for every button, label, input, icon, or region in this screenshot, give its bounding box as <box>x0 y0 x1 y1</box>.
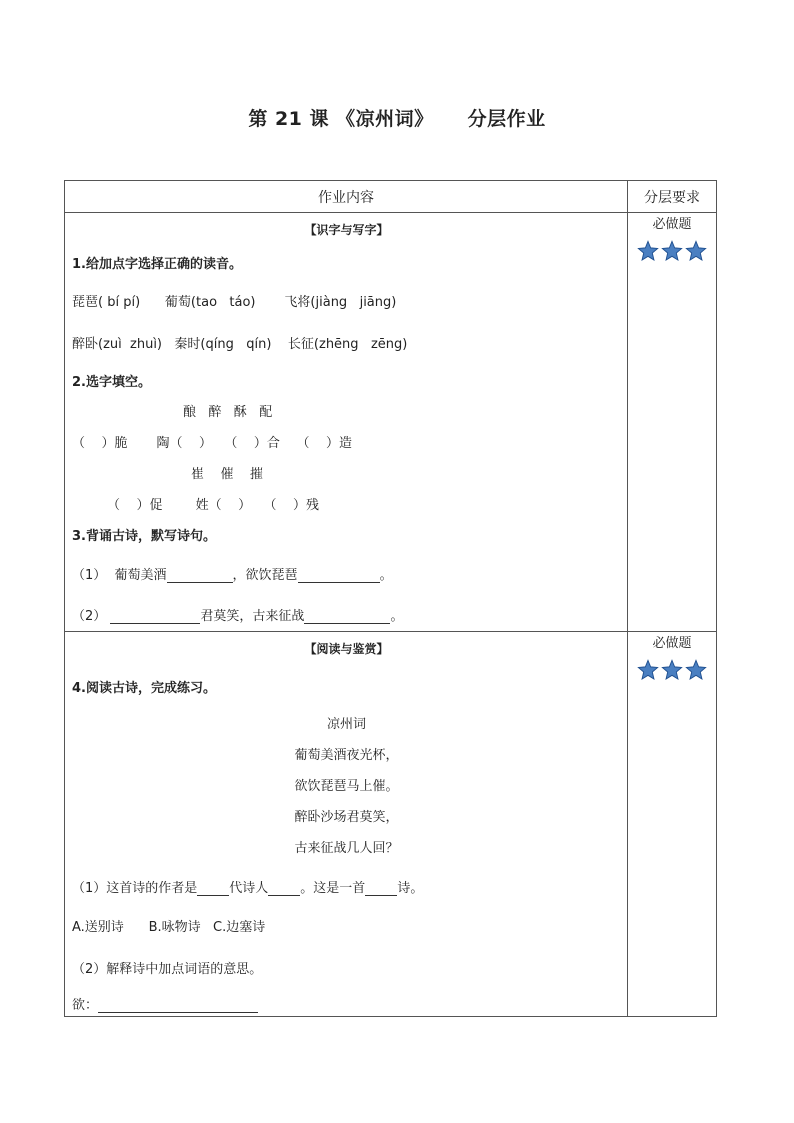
star-rating <box>628 659 716 685</box>
q2-chars1: 酿 醉 酥 配 <box>183 405 273 420</box>
q3-line1: （1） 葡萄美酒 ，欲饮琵琶 。 <box>72 568 393 583</box>
section2-header: 【阅读与鉴赏】 <box>304 642 389 656</box>
q2-prompt: 2.选字填空。 <box>72 375 151 390</box>
section1-level <box>628 213 717 632</box>
section1-content <box>65 213 628 632</box>
star-icon <box>685 240 707 262</box>
section1-header: 【识字与写字】 <box>304 223 389 237</box>
star-icon <box>685 659 707 681</box>
star-icon <box>661 659 683 681</box>
q2-row2: （ ）促 姓（ ） （ ）残 <box>107 498 320 513</box>
star-icon <box>661 240 683 262</box>
q2-row1: （ ）脆 陶（ ） （ ）合 （ ）造 <box>72 436 352 451</box>
word-explain: 欲： <box>72 994 258 1013</box>
answer-blank[interactable] <box>110 609 200 624</box>
q1-row1: 琵琶( bí pí) 葡萄(tao táo) 飞将(jiàng jiāng) <box>72 295 397 310</box>
page-title <box>0 104 794 131</box>
answer-blank[interactable] <box>298 568 380 583</box>
star-rating <box>628 240 716 266</box>
answer-blank[interactable] <box>268 881 300 896</box>
homework-table <box>64 180 717 1017</box>
level-label: 必做题 <box>652 636 692 651</box>
level-label: 必做题 <box>652 217 692 232</box>
q3-line2: （2） 君莫笑，古来征战 。 <box>72 609 404 624</box>
sub-question-1: （1）这首诗的作者是 代诗人 。这是一首 诗。 <box>72 881 424 896</box>
header-content: 作业内容 <box>65 181 628 213</box>
answer-blank[interactable] <box>365 881 397 896</box>
poem-line: 欲饮琵琶马上催。 <box>294 779 399 794</box>
q1-row2: 醉卧(zuì zhuì) 秦时(qíng qín) 长征(zhēng zēng) <box>72 337 408 352</box>
poem-line: 醉卧沙场君莫笑， <box>294 810 399 825</box>
answer-blank[interactable] <box>197 881 229 896</box>
section2-level <box>628 632 717 1017</box>
q2-chars2: 崔 催 摧 <box>191 467 264 482</box>
section2-content <box>65 632 628 1017</box>
poem-title: 凉州词 <box>326 717 366 732</box>
lesson-title: 第 21 课 《凉州词》 <box>248 108 434 130</box>
q1-prompt: 1.给加点字选择正确的读音。 <box>72 257 242 272</box>
sub-question-2: （2）解释诗中加点词语的意思。 <box>72 962 263 977</box>
star-icon <box>637 240 659 262</box>
poem-line: 古来征战几人回？ <box>294 841 399 856</box>
answer-blank[interactable] <box>304 609 390 624</box>
answer-blank[interactable] <box>167 568 233 583</box>
q4-prompt: 4.阅读古诗，完成练习。 <box>72 681 216 696</box>
q3-prompt: 3.背诵古诗，默写诗句。 <box>72 529 216 544</box>
answer-blank[interactable] <box>98 998 258 1013</box>
header-level: 分层要求 <box>628 181 717 213</box>
star-icon <box>637 659 659 681</box>
poem-line: 葡萄美酒夜光杯， <box>294 748 399 763</box>
answer-options: A.送别诗 B.咏物诗 C.边塞诗 <box>72 920 266 935</box>
title-subtitle: 分层作业 <box>467 108 546 130</box>
